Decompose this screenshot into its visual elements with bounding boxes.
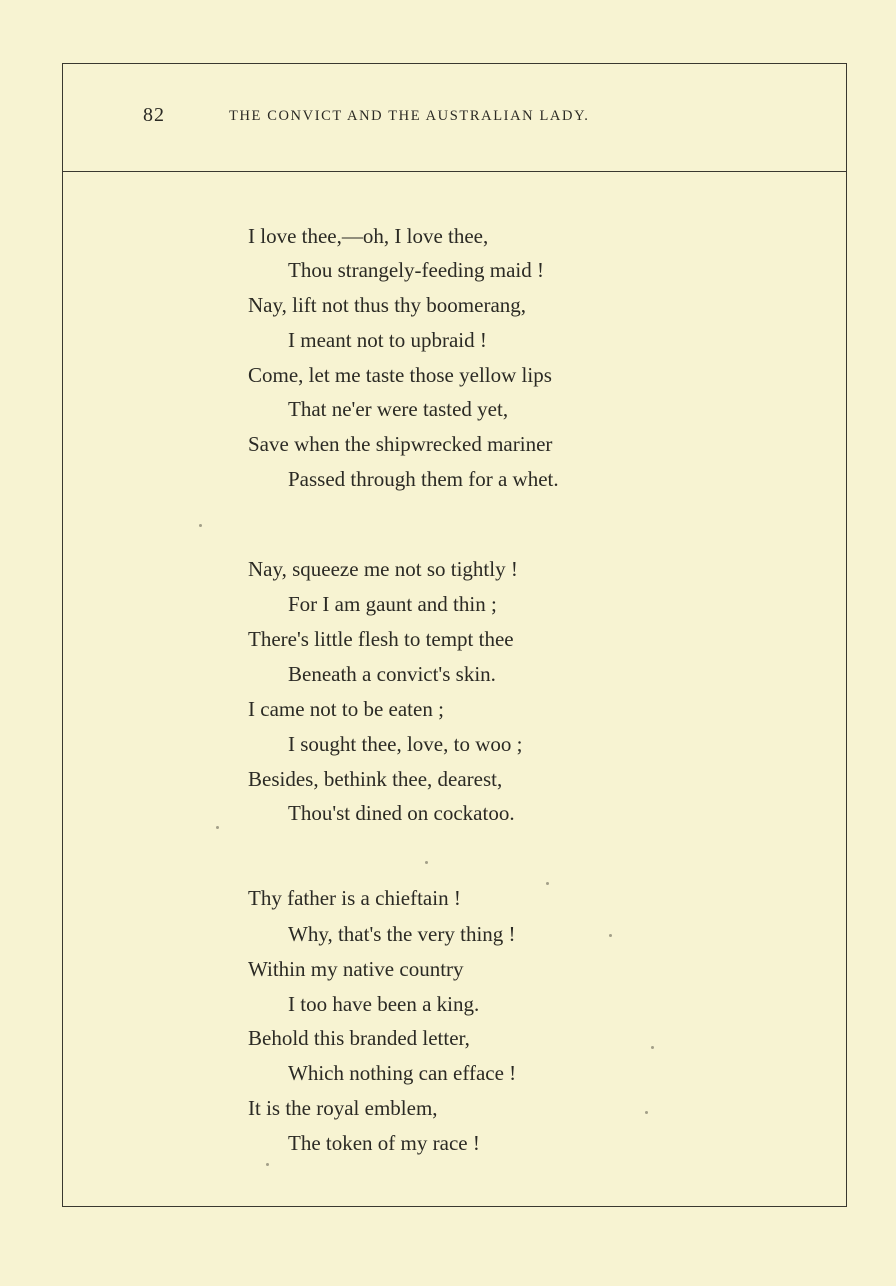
verse-line: Nay, squeeze me not so tightly ! — [248, 557, 518, 581]
verse-line: Within my native country — [248, 957, 464, 981]
print-speck — [609, 934, 612, 937]
verse-line: Behold this branded letter, — [248, 1026, 470, 1050]
print-speck — [546, 882, 549, 885]
verse-line: Nay, lift not thus thy boomerang, — [248, 293, 527, 317]
print-speck — [651, 1046, 654, 1049]
verse-line: Besides, bethink thee, dearest, — [248, 767, 503, 791]
verse-line: Come, let me taste those yellow lips — [248, 363, 552, 387]
verse-line: I sought thee, love, to woo ; — [288, 732, 523, 756]
verse-line: It is the royal emblem, — [248, 1096, 438, 1120]
print-speck — [425, 861, 428, 864]
verse-line: I came not to be eaten ; — [248, 697, 444, 721]
verse-line: For I am gaunt and thin ; — [288, 592, 497, 616]
verse-line: I too have been a king. — [288, 992, 480, 1016]
verse-line: Beneath a convict's skin. — [288, 662, 496, 686]
verse-line: I love thee,—oh, I love thee, — [248, 224, 489, 248]
print-speck — [199, 524, 202, 527]
verse-line: I meant not to upbraid ! — [288, 328, 487, 352]
print-speck — [266, 1163, 269, 1166]
print-speck — [216, 826, 219, 829]
verse-line: Why, that's the very thing ! — [288, 922, 516, 946]
print-speck — [645, 1111, 648, 1114]
verse-line: There's little flesh to tempt thee — [248, 627, 514, 651]
verse-line: Passed through them for a whet. — [288, 467, 559, 491]
verse-line: Thou'st dined on cockatoo. — [288, 801, 515, 825]
verse-line: That ne'er were tasted yet, — [288, 397, 509, 421]
running-title: THE CONVICT AND THE AUSTRALIAN LADY. — [229, 108, 590, 124]
verse-line: Thou strangely-feeding maid ! — [288, 258, 544, 282]
verse-line: The token of my race ! — [288, 1131, 480, 1155]
verse-line: Which nothing can efface ! — [288, 1061, 517, 1085]
verse-line: Thy father is a chieftain ! — [248, 886, 461, 910]
page-number: 82 — [143, 104, 165, 126]
verse-line: Save when the shipwrecked mariner — [248, 432, 553, 456]
